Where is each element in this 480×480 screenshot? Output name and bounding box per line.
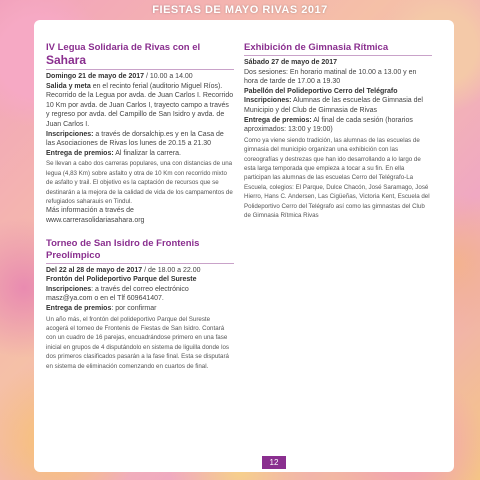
gimnasia-premios-rest: Al final de cada sesión (horarios aproximados: 13:00 y 19:00) [244,116,413,134]
frontenis-date-bold: Del 22 al 28 de mayo de 2017 [46,266,143,274]
frontenis-premios [46,304,234,314]
gimnasia-premios [244,116,432,135]
sahara-description: Se llevan a cabo dos carreras populares, una con distancias de una legua (4,83 Km) sobre asfalto y otra de 10 Km con recorrido mixto de asfalto y trail. El objetivo es la captación de recursos que se destinarán a la mejora de la calidad de vida de los campamentos de refugiados saharauis en Tindul. [46,160,233,205]
gimnasia-sessions: Dos sesiones: En horario matinal de 10.00 a 13.00 y en hora de tarde de 17.00 a 19.30 [244,68,417,86]
frontenis-description: Un año más, el frontón del polideportivo Parque del Sureste acogerá el torneo de Frontenis de Fiestas de San Isidro. Contará con un cuadro de 16 parejas, encuadrándose primero en una fase inicial en grupos de 4 disputándolo en sistema de liguilla donde los dos primeros clasificados pasarán a la fase final. Esta se disputará en sistema de eliminación comenzando en cuartos de final. [46,315,229,370]
left-column [46,42,234,371]
frontenis-premios-bold: Entrega de premios [46,304,112,312]
frontenis-inscripciones [46,285,234,304]
sahara-title [46,42,234,70]
sahara-date-bold: Domingo 21 de mayo de 2017 [46,73,145,80]
sahara-more-info: Más información a través de www.carrerasolidariasahara.org [46,207,145,224]
page-number: 12 [262,456,286,469]
gimnasia-inscr-bold: Inscripciones: [244,97,292,105]
content-card [34,20,454,472]
frontenis-section [46,238,234,371]
frontenis-place: Frontón del Polideportivo Parque del Sureste [46,276,197,284]
frontenis-inscr-rest: : a través del correo electrónico masz@ya.com o en el Tlf 609641407. [46,285,189,303]
frontenis-inscr-bold: Inscripciones [46,285,92,293]
sahara-salida [46,82,234,130]
gimnasia-premios-bold: Entrega de premios: [244,116,312,124]
sahara-premios-bold: Entrega de premios: [46,149,114,157]
sahara-title-big: Sahara [46,53,87,67]
right-column [244,42,432,220]
gimnasia-section [244,42,432,220]
sahara-date-rest: / 10.00 a 14.00 [144,73,193,80]
sahara-section [46,42,234,226]
frontenis-date [46,266,234,276]
sahara-inscripciones [46,130,234,149]
gimnasia-date: Sábado 27 de mayo de 2017 [244,59,337,66]
frontenis-date-rest: / de 18.00 a 22.00 [142,266,201,274]
gimnasia-title: Exhibición de Gimnasia Rítmica [244,42,432,56]
sahara-premios [46,149,234,159]
sahara-inscr-rest: a través de dorsalchip.es y en la Casa de las Asociaciones de Rivas los lunes de 20.15 a 21.30 [46,130,224,148]
gimnasia-description: Como ya viene siendo tradición, las alumnas de las escuelas de gimnasia del municipio organizan una exhibición con las coreografías y destrezas que han ido desarrollando a lo largo de esta larga temporada que empieza a tocar a su fin. En ella participan las alumnas de las escuelas Cerro del Telégrafo-La Escuela, colegios: El Parque, Dulce Chacón, José Saramago, José Hierro, Hans C. Andersen, Las Cigüeñas, Victoria Kent, Escuela del Polideportivo Cerro del Telégrafo así como las gimnastas del Club de Gimnasia Rítmica Rivas [244,136,430,219]
gimnasia-inscripciones [244,96,432,115]
sahara-inscr-bold: Inscripciones: [46,130,94,138]
gimnasia-inscr-rest: Alumnas de las escuelas de Gimnasia del Municipio y del Club de Gimnasia de Rivas [244,97,423,114]
sahara-title-text: IV Legua Solidaria de Rivas con el [46,42,201,53]
sahara-salida-bold: Salida y meta [46,82,91,90]
sahara-salida-rest: en el recinto ferial (auditorio Miguel Ríos). Recorrido de la Legua por avda. de Juan Carlos I. Recorrido 10 Km por avda. de Juan Carlos I, trayecto campo a través y regreso por avda. del Campillo de San Isidro y avda. de Juan Carlos I. [46,82,234,128]
frontenis-title: Torneo de San Isidro de Frontenis Preolímpico [46,238,234,264]
gimnasia-place: Pabellón del Polideportivo Cerro del Telégrafo [244,87,398,95]
sahara-date [46,72,234,82]
frontenis-premios-rest: : por confirmar [111,304,157,312]
sahara-premios-rest: Al finalizar la carrera. [113,149,181,157]
page-header-title: FIESTAS DE MAYO RIVAS 2017 [152,4,328,16]
